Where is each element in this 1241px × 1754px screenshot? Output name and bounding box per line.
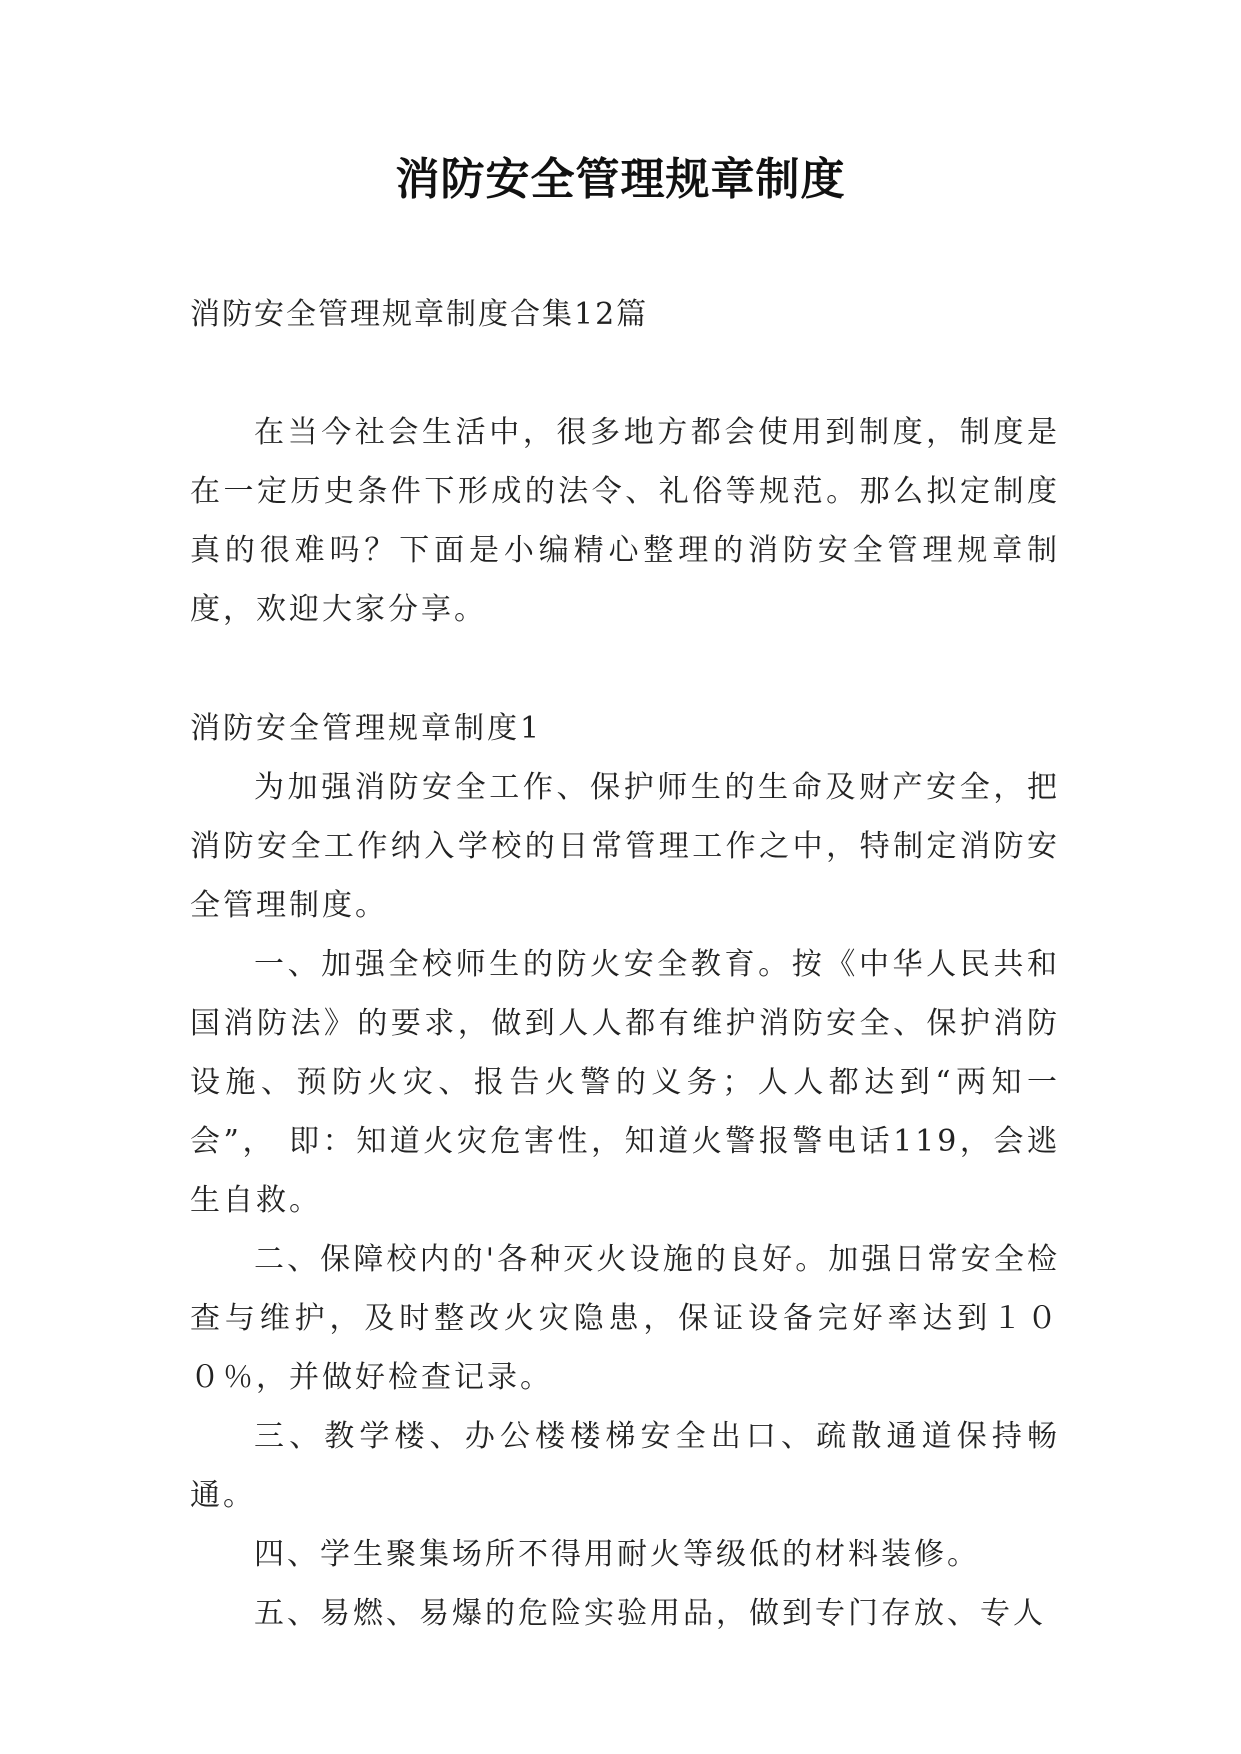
section-block [190, 699, 1060, 1643]
intro-block [190, 403, 1060, 639]
body-paragraph: 四、学生聚集场所不得用耐火等级低的材料装修。 [254, 1537, 980, 1572]
body-paragraph: 一、加强全校师生的防火安全教育。按《中华人民共和国消防法》的要求，做到人人都有维护消防安全、保护消防设施、预防火灾、报告火警的义务；人人都达到“两知一会”， 即：知道火灾危害性，知道火警报警电话119，会逃生自救。 [190, 947, 1060, 1218]
intro-paragraph: 在当今社会生活中，很多地方都会使用到制度，制度是在一定历史条件下形成的法令、礼俗等规范。那么拟定制度真的很难吗？下面是小编精心整理的消防安全管理规章制度，欢迎大家分享。 [190, 415, 1060, 627]
body-paragraph: 为加强消防安全工作、保护师生的生命及财产安全，把消防安全工作纳入学校的日常管理工作之中，特制定消防安全管理制度。 [190, 770, 1060, 923]
body-paragraph: 五、易燃、易爆的危险实验用品，做到专门存放、专人 [254, 1596, 1046, 1631]
section-heading: 消防安全管理规章制度1 [190, 711, 543, 746]
document-title: 消防安全管理规章制度 [395, 154, 846, 205]
body-paragraph: 三、教学楼、办公楼楼梯安全出口、疏散通道保持畅通。 [190, 1419, 1060, 1513]
document-subtitle: 消防安全管理规章制度合集12篇 [190, 297, 649, 332]
body-paragraph: 二、保障校内的'各种灭火设施的良好。加强日常安全检查与维护，及时整改火灾隐患，保证设备完好率达到１００％，并做好检查记录。 [190, 1242, 1060, 1395]
